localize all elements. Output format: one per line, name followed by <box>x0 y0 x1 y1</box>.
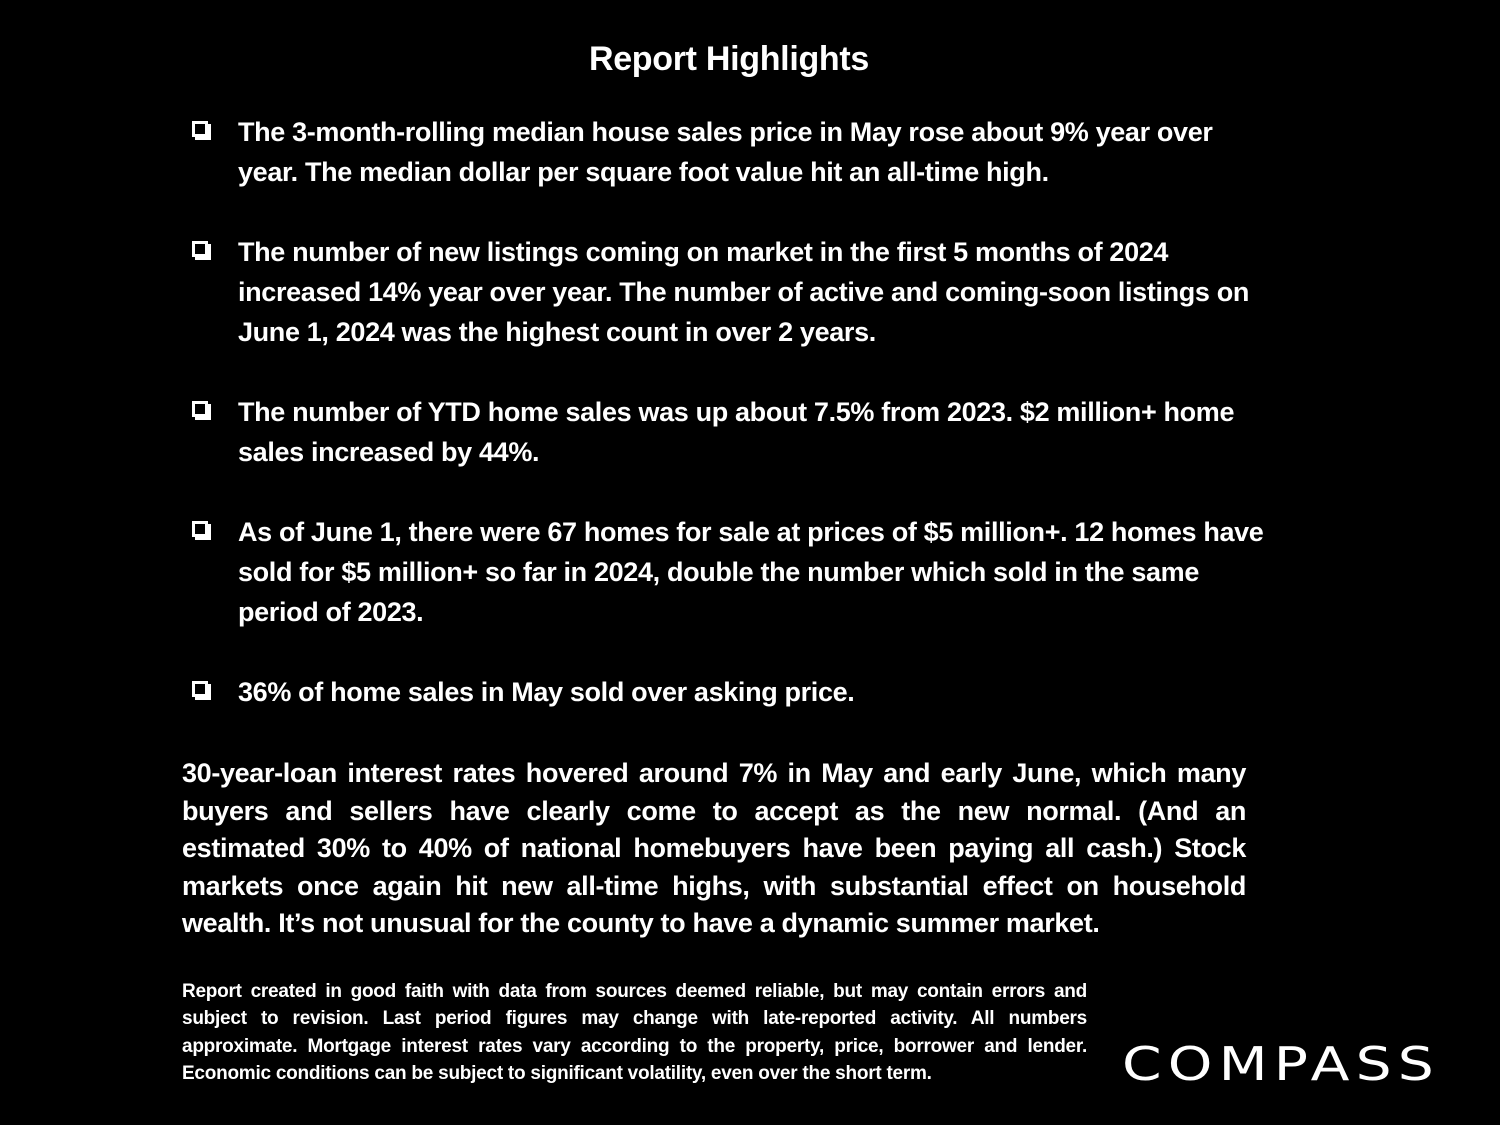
compass-logo <box>1122 1036 1442 1092</box>
highlight-text: The 3-month-rolling median house sales price in May rose about 9% year over year. The median dollar per square foot value hit an all-time high. <box>238 117 1213 187</box>
compass-logo-text: COMPASS <box>1122 1037 1440 1091</box>
highlight-text: As of June 1, there were 67 homes for sale at prices of $5 million+. 12 homes have sold for $5 million+ so far in 2024, double the number which sold in the same period of 2023. <box>238 517 1264 627</box>
disclaimer-text: Report created in good faith with data from sources deemed reliable, but may contain errors and subject to revision. Last period figures may change with late-reported activity. All numbers approximate. Mortgage interest rates vary according to the property, price, borrower and lender. Economic conditions can be subject to significant volatility, even over the short term. <box>182 981 1087 1084</box>
checkbox-icon <box>192 241 208 257</box>
highlight-text: The number of new listings coming on market in the first 5 months of 2024 increased 14% year over year. The number of active and coming-soon listings on June 1, 2024 was the highest count in over 2 years. <box>238 237 1250 347</box>
summary-paragraph: 30-year-loan interest rates hovered around 7% in May and early June, which many buyers and sellers have clearly come to accept as the new normal. (And an estimated 30% to 40% of national homebuyers have been paying all cash.) Stock markets once again hit new all-time highs, with substantial effect on household wealth. It’s not unusual for the county to have a dynamic summer market. <box>182 758 1246 938</box>
checkbox-icon <box>192 401 208 417</box>
page-title: Report Highlights <box>588 40 870 78</box>
highlight-text: The number of YTD home sales was up about 7.5% from 2023. $2 million+ home sales increased by 44%. <box>238 397 1235 467</box>
checkbox-icon <box>192 121 208 137</box>
highlight-text: 36% of home sales in May sold over asking price. <box>238 677 855 707</box>
checkbox-icon <box>192 681 208 697</box>
checkbox-icon <box>192 521 208 537</box>
